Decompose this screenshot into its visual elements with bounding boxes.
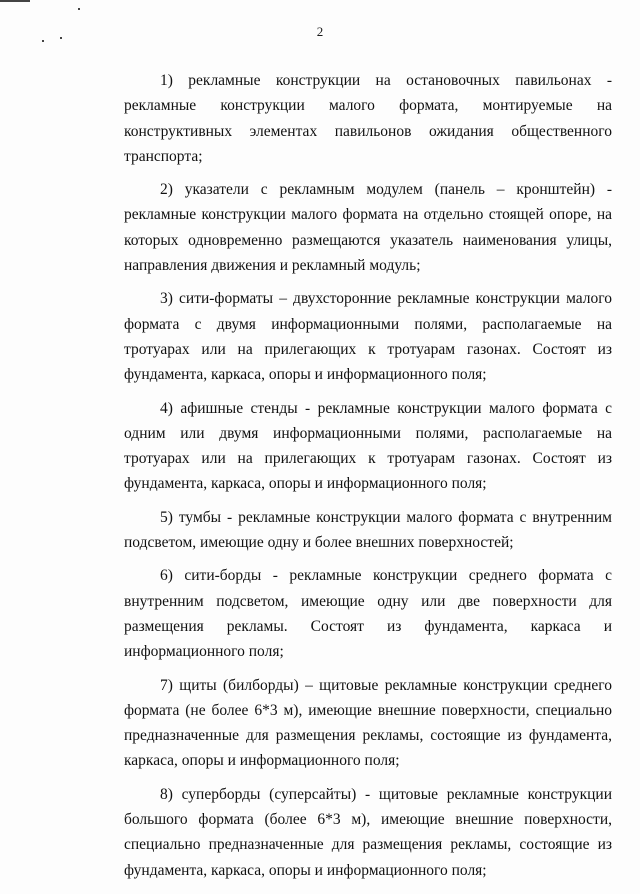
paragraph-item-8: 8) суперборды (суперсайты) - щитовые рекламные конструкции большого формата (более 6*3 м), имеющие внешние поверхности, специально предназначенные для размещения рекламы, состоящие из фундамента, каркаса, опоры и информационного поля; xyxy=(124,785,612,879)
scan-artifact xyxy=(0,0,30,2)
paragraph-item-5: 5) тумбы - рекламные конструкции малого формата с внутренним подсветом, имеющие одну и более внешних поверхностей; xyxy=(124,508,612,552)
page-number: 2 xyxy=(316,24,324,39)
scan-artifact xyxy=(42,40,44,42)
scan-artifact xyxy=(78,8,80,10)
paragraph-item-7: 7) щиты (билборды) – щитовые рекламные конструкции среднего формата (не более 6*3 м), имеющие внешние поверхности, специально предназначенные для размещения рекламы, состоящие из фундамента, каркаса, опоры и информационного поля; xyxy=(124,676,612,770)
paragraph-item-3: 3) сити-форматы – двухсторонние рекламные конструкции малого формата с двумя информационными полями, располагаемые на тротуарах или на прилегающих к тротуарам газонах. Состоят из фундамента, каркаса, опоры и информационного поля; xyxy=(124,290,612,384)
paragraph-item-2: 2) указатели с рекламным модулем (панель – кронштейн) - рекламные конструкции малого формата на отдельно стоящей опоре, на которых одновременно размещаются указатель наименования улицы, направления движения и рекламный модуль; xyxy=(124,181,612,275)
document-body xyxy=(124,68,612,891)
paragraph-item-6: 6) сити-борды - рекламные конструкции среднего формата с внутренним подсветом, имеющие одну или две поверхности для размещения рекламы. Состоят из фундамента, каркаса и информационного поля; xyxy=(124,567,612,661)
paragraph-item-1: 1) рекламные конструкции на остановочных павильонах - рекламные конструкции малого формата, монтируемые на конструктивных элементах павильонов ожидания общественного транспорта; xyxy=(124,72,612,165)
paragraph-item-4: 4) афишные стенды - рекламные конструкции малого формата с одним или двумя информационными полями, располагаемые на тротуарах или на прилегающих к тротуарам газонах. Состоят из фундамента, каркаса, опоры и информационного поля; xyxy=(124,399,612,493)
